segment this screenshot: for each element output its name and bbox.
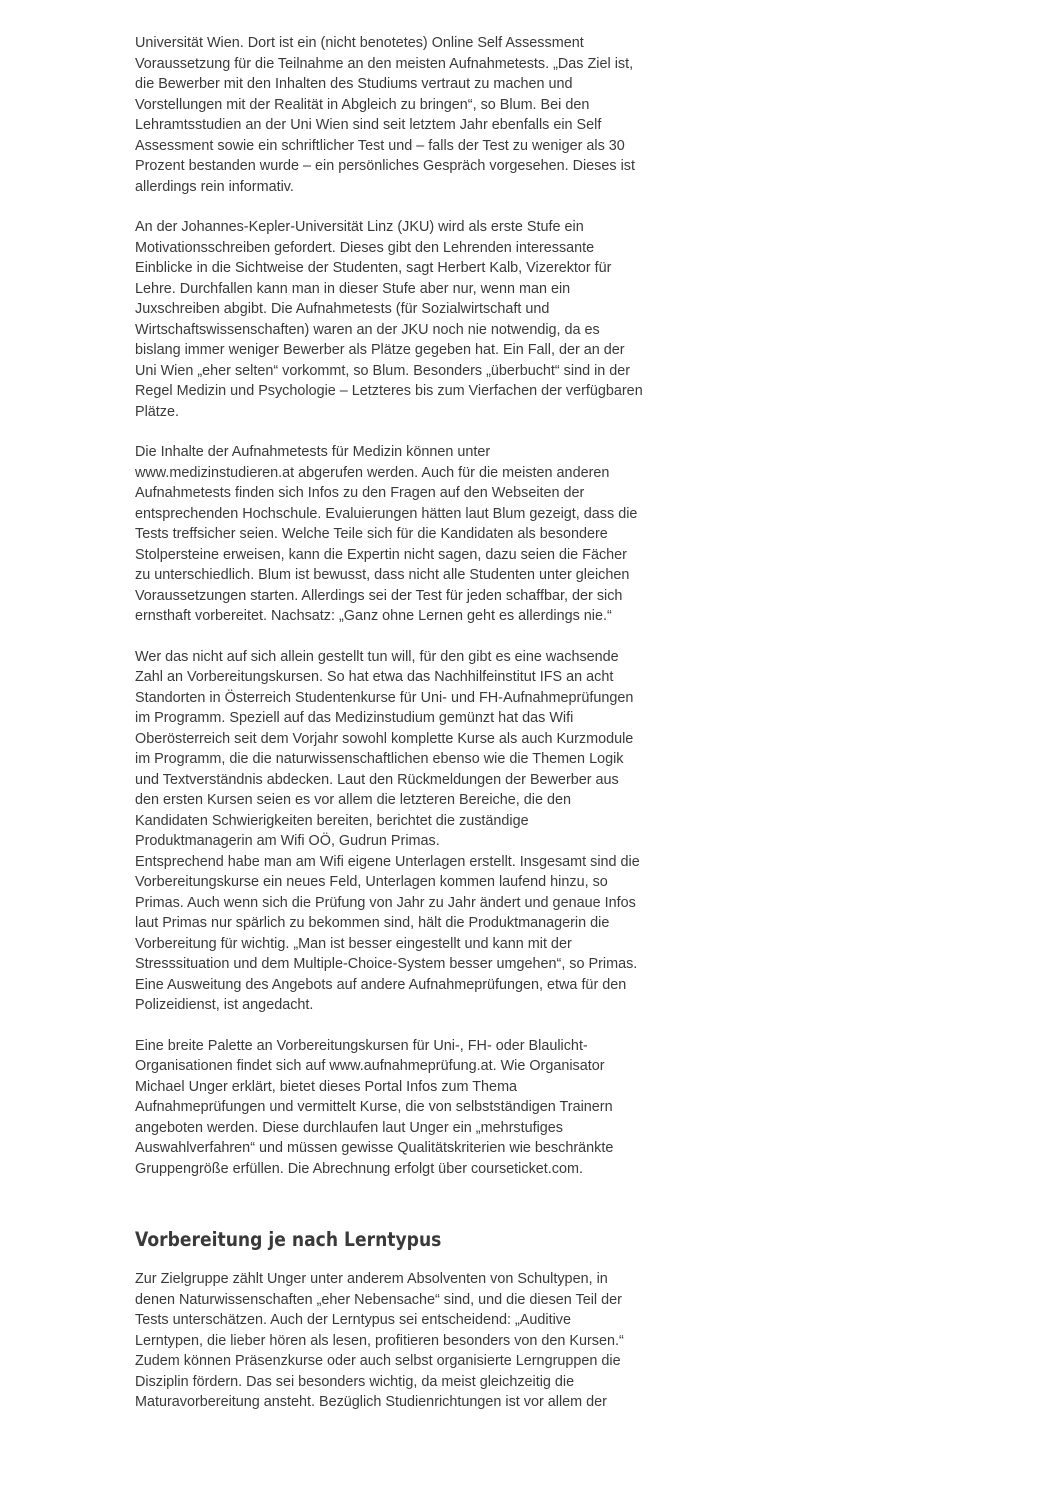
text-line: Eine breite Palette an Vorbereitungskursen für Uni-, FH- oder Blaulicht- bbox=[135, 1037, 588, 1054]
text-line: zu unterschiedlich. Blum ist bewusst, dass nicht alle Studenten unter gleichen bbox=[135, 567, 630, 583]
text-line: entsprechenden Hochschule. Evaluierungen hätten laut Blum gezeigt, dass die bbox=[135, 505, 638, 522]
text-line: Wer das nicht auf sich allein gestellt tun will, für den gibt es eine wachsende bbox=[135, 648, 619, 665]
text-line: den ersten Kursen seien es vor allem die letzteren Bereiche, die den bbox=[135, 792, 571, 808]
text-line: ernsthaft vorbereitet. Nachsatz: „Ganz ohne Lernen geht es allerdings nie.“ bbox=[135, 608, 612, 624]
text-line: Die Inhalte der Aufnahmetests für Medizin können unter bbox=[135, 444, 491, 460]
text-line: Juxschreiben abgibt. Die Aufnahmetests (für Sozialwirtschaft und bbox=[135, 301, 550, 317]
text-line: Eine Ausweitung des Angebots auf andere Aufnahmeprüfungen, etwa für den bbox=[135, 976, 627, 993]
text-line: Oberösterreich seit dem Vorjahr sowohl komplette Kurse als auch Kurzmodule bbox=[135, 730, 634, 747]
text-line: und Textverständnis abdecken. Laut den Rückmeldungen der Bewerber aus bbox=[135, 771, 619, 788]
text-line: denen Naturwissenschaften „eher Nebensache“ sind, und die diesen Teil der bbox=[135, 1291, 622, 1308]
text-line: Lehramtsstudien an der Uni Wien sind seit letztem Jahr ebenfalls ein Self bbox=[135, 117, 602, 133]
article-paragraphs bbox=[135, 33, 695, 1179]
text-line: Einblicke in die Sichtweise der Studenten, sagt Herbert Kalb, Vizerektor für bbox=[135, 260, 612, 276]
text-line: Wirtschaftswissenschaften) waren an der JKU noch nie notwendig, da es bbox=[135, 321, 600, 338]
text-line: Polizeidienst, ist angedacht. bbox=[135, 997, 314, 1013]
text-line: An der Johannes-Kepler-Universität Linz (JKU) wird als erste Stufe ein bbox=[135, 219, 584, 235]
text-line: im Programm. Speziell auf das Medizinstudium gemünzt hat das Wifi bbox=[135, 710, 574, 726]
article-paragraph bbox=[135, 647, 695, 1016]
text-line: Regel Medizin und Psychologie – Letzteres bis zum Vierfachen der verfügbaren bbox=[135, 383, 643, 399]
text-line: im Programm, die die naturwissenschaftlichen ebenso wie die Themen Logik bbox=[135, 751, 624, 767]
text-line: Aufnahmetests finden sich Infos zu den Fragen auf den Webseiten der bbox=[135, 485, 585, 501]
text-line: Auswahlverfahren“ und müssen gewisse Qualitätskriterien wie beschränkte bbox=[135, 1140, 614, 1156]
text-line: Maturavorbereitung ansteht. Bezüglich Studienrichtungen ist vor allem der bbox=[135, 1394, 607, 1410]
section-heading: Vorbereitung je nach Lerntypus bbox=[135, 1228, 442, 1251]
text-line: die Bewerber mit den Inhalten des Studiums vertraut zu machen und bbox=[135, 76, 573, 92]
text-line: laut Primas nur spärlich zu bekommen sind, hält die Produktmanagerin die bbox=[135, 915, 610, 931]
text-line: Stresssituation und dem Multiple-Choice-System besser umgehen“, so Primas. bbox=[135, 956, 638, 972]
text-line: Entsprechend habe man am Wifi eigene Unterlagen erstellt. Insgesamt sind die bbox=[135, 853, 640, 870]
article-paragraph bbox=[135, 442, 695, 627]
article-paragraph bbox=[135, 217, 695, 422]
text-line: Tests unterschätzen. Auch der Lerntypus sei entscheidend: „Auditive bbox=[135, 1312, 571, 1328]
article-paragraph bbox=[135, 1269, 695, 1413]
text-line: bislang immer weniger Bewerber als Plätze gegeben hat. Ein Fall, der an der bbox=[135, 342, 625, 358]
text-line: Vorstellungen mit der Realität in Abgleich zu bringen“, so Blum. Bei den bbox=[135, 96, 590, 113]
text-line: Gruppengröße erfüllen. Die Abrechnung erfolgt über courseticket.com. bbox=[135, 1160, 583, 1177]
text-line: Kandidaten Schwierigkeiten bereiten, berichtet die zuständige bbox=[135, 812, 529, 829]
article-body bbox=[135, 33, 695, 1433]
text-line: Zahl an Vorbereitungskursen. So hat etwa das Nachhilfeinstitut IFS an acht bbox=[135, 669, 614, 685]
text-line: Tests treffsicher seien. Welche Teile sich für die Kandidaten als besondere bbox=[135, 526, 608, 542]
text-line: Uni Wien „eher selten“ vorkommt, so Blum. Besonders „überbucht“ sind in der bbox=[135, 362, 631, 379]
text-line: Voraussetzung für die Teilnahme an den meisten Aufnahmetests. „Das Ziel ist, bbox=[135, 55, 634, 72]
text-line: angeboten werden. Diese durchlaufen laut Unger ein „mehrstufiges bbox=[135, 1119, 563, 1136]
article-paragraph bbox=[135, 1036, 695, 1180]
text-line: Produktmanagerin am Wifi OÖ, Gudrun Primas. bbox=[135, 833, 440, 849]
text-line: Vorbereitung für wichtig. „Man ist besser eingestellt und kann mit der bbox=[135, 935, 572, 952]
text-line: Zur Zielgruppe zählt Unger unter anderem Absolventen von Schultypen, in bbox=[135, 1271, 608, 1287]
text-line: Vorbereitungskurse ein neues Feld, Unterlagen kommen laufend hinzu, so bbox=[135, 874, 608, 890]
text-line: Assessment sowie ein schriftlicher Test und – falls der Test zu weniger als 30 bbox=[135, 137, 625, 154]
text-line: Stolpersteine erweisen, kann die Expertin nicht sagen, dazu seien die Fächer bbox=[135, 546, 627, 563]
section-paragraphs bbox=[135, 1269, 695, 1413]
text-line: Aufnahmeprüfungen und vermittelt Kurse, die von selbstständigen Trainern bbox=[135, 1099, 613, 1115]
text-line: Organisationen findet sich auf www.aufnahmeprüfung.at. Wie Organisator bbox=[135, 1058, 605, 1074]
text-line: Voraussetzungen starten. Allerdings sei der Test für jeden schaffbar, der sich bbox=[135, 587, 623, 604]
text-line: Michael Unger erklärt, bietet dieses Portal Infos zum Thema bbox=[135, 1078, 518, 1095]
text-line: Disziplin fördern. Das sei besonders wichtig, da meist gleichzeitig die bbox=[135, 1373, 575, 1390]
text-line: Universität Wien. Dort ist ein (nicht benotetes) Online Self Assessment bbox=[135, 35, 584, 51]
text-line: Prozent bestanden wurde – ein persönliches Gespräch vorgesehen. Dieses ist bbox=[135, 158, 635, 174]
article-paragraph bbox=[135, 33, 695, 197]
text-line: Standorten in Österreich Studentenkurse für Uni- und FH-Aufnahmeprüfungen bbox=[135, 689, 634, 706]
text-line: Lerntypen, die lieber hören als lesen, profitieren besonders von den Kursen.“ bbox=[135, 1332, 624, 1349]
text-line: www.medizinstudieren.at abgerufen werden. Auch für die meisten anderen bbox=[135, 464, 610, 481]
text-line: Plätze. bbox=[135, 403, 179, 420]
text-line: Lehre. Durchfallen kann man in dieser Stufe aber nur, wenn man ein bbox=[135, 280, 571, 297]
text-line: allerdings rein informativ. bbox=[135, 178, 294, 195]
text-line: Zudem können Präsenzkurse oder auch selbst organisierte Lerngruppen die bbox=[135, 1353, 621, 1369]
text-line: Motivationsschreiben gefordert. Dieses gibt den Lehrenden interessante bbox=[135, 239, 595, 256]
text-line: Primas. Auch wenn sich die Prüfung von Jahr zu Jahr ändert und genaue Infos bbox=[135, 894, 636, 911]
